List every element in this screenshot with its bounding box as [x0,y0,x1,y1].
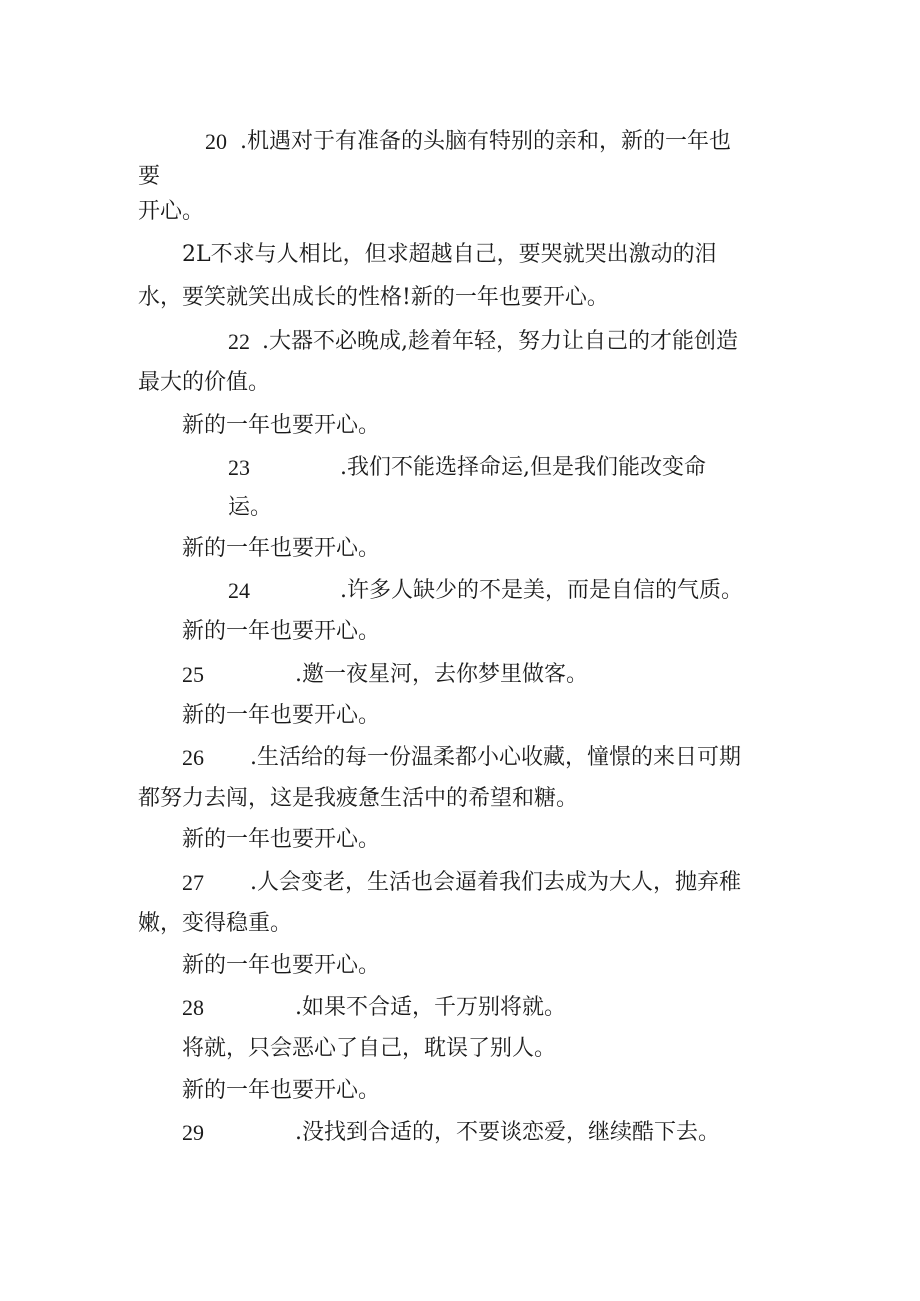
item-number: 22 [228,329,250,354]
paragraph-line: 都努力去闯，这是我疲惫生活中的希望和糖。 [138,786,579,811]
paragraph-line: 将就，只会恶心了自己，耽误了别人。 [182,1036,557,1061]
paragraph-line: .没找到合适的，不要谈恋爱，继续酷下去。 [295,1120,720,1145]
paragraph-line: .邀一夜星河，去你梦里做客。 [295,662,588,687]
item-number: 23 [228,455,250,480]
item-number: 28 [182,995,204,1020]
paragraph-line: .人会变老，生活也会逼着我们去成为大人，抛弃稚 [250,870,741,895]
paragraph-line: 新的一年也要开心。 [182,619,381,644]
paragraph-line: .如果不合适，千万别将就。 [295,995,566,1020]
paragraph-line: .许多人缺少的不是美，而是自信的气质。 [340,578,743,603]
item-number: 20 [205,129,227,154]
paragraph-line: 新的一年也要开心。 [182,413,381,438]
paragraph-line: 新的一年也要开心。 [182,1078,381,1103]
paragraph-line: 新的一年也要开心。 [182,703,381,728]
paragraph-line: .我们不能选择命运,但是我们能改变命 [340,455,706,480]
item-number: 26 [182,745,204,770]
paragraph-line: .机遇对于有准备的头脑有特别的亲和，新的一年也 [240,129,731,154]
paragraph-line: 新的一年也要开心。 [182,827,381,852]
paragraph-line: .大器不必晚成,趁着年轻，努力让自己的才能创造 [262,329,738,354]
item-number: 24 [228,578,250,603]
paragraph-line: .生活给的每一份温柔都小心收藏，憧憬的来日可期 [250,745,741,770]
item-number: 29 [182,1120,204,1145]
paragraph-line: 水，要笑就笑出成长的性格!新的一年也要开心。 [138,285,609,310]
paragraph-line: 新的一年也要开心。 [182,536,381,561]
paragraph-line: 开心。 [138,199,205,224]
paragraph-line: 最大的价值。 [138,370,271,395]
paragraph-line: 运。 [228,495,273,520]
item-number: 27 [182,870,204,895]
paragraph-line: 新的一年也要开心。 [182,953,381,978]
item-number: 25 [182,662,204,687]
paragraph-line: 要 [138,164,161,189]
paragraph-line: 2L不求与人相比，但求超越自己，要哭就哭出激动的泪 [182,242,717,267]
paragraph-line: 嫩，变得稳重。 [138,911,293,936]
